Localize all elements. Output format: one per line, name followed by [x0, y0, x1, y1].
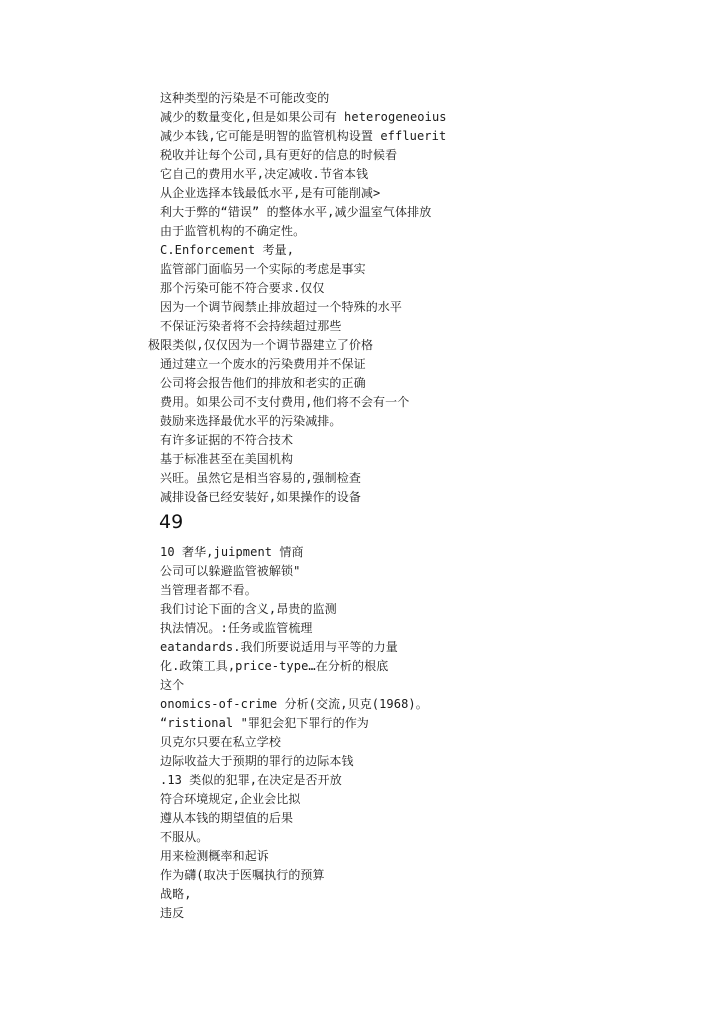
text-line: 由于监管机构的不确定性。: [160, 224, 306, 238]
text-line: 那个污染可能不符合要求.仅仅: [160, 281, 325, 295]
text-line: 不服从。: [160, 830, 209, 844]
text-line: 兴旺。虽然它是相当容易的,强制检查: [160, 471, 361, 485]
text-line: 通过建立一个废水的污染费用并不保证: [160, 357, 366, 371]
text-line: 减排设备已经安装好,如果操作的设备: [160, 490, 361, 504]
text-line: eatandards.我们所要说适用与平等的力量: [160, 640, 398, 654]
text-line: “ristional "罪犯会犯下罪行的作为: [160, 716, 369, 730]
text-line: 这个: [160, 678, 185, 692]
text-line: 费用。如果公司不支付费用,他们将不会有一个: [160, 395, 410, 409]
text-line: onomics-of-crime 分析(交流,贝克(1968)。: [160, 697, 428, 711]
text-line: 战略,: [160, 887, 192, 901]
text-line: 执法情况。:任务或监管梳理: [160, 621, 313, 635]
text-line: 符合环境规定,企业会比拟: [160, 792, 301, 806]
text-line: 税收并让每个公司,具有更好的信息的时候看: [160, 148, 398, 162]
text-line: 作为礴(取决于医嘱执行的预算: [160, 868, 325, 882]
text-line: 从企业选择本钱最低水平,是有可能削减>: [160, 186, 381, 200]
text-line: 监管部门面临另一个实际的考虑是事实: [160, 262, 366, 276]
text-line: 这种类型的污染是不可能改变的: [160, 91, 330, 105]
text-line: 有许多证据的不符合技术: [160, 433, 294, 447]
text-line: 公司可以躲避监管被解锁": [160, 564, 301, 578]
text-line: 10 奢华,juipment 情商: [160, 545, 304, 559]
text-line: 减少的数量变化,但是如果公司有 heterogeneoius: [160, 110, 447, 124]
text-line: 当管理者都不看。: [160, 583, 257, 597]
text-line: 鼓励来选择最优水平的污染减排。: [160, 414, 342, 428]
page-number: 49: [159, 511, 184, 533]
text-line: 公司将会报告他们的排放和老实的正确: [160, 376, 366, 390]
text-line: 违反: [160, 906, 185, 920]
text-line: 不保证污染者将不会持续超过那些: [160, 319, 342, 333]
text-line: 它自己的费用水平,决定减收.节省本钱: [160, 167, 369, 181]
text-line: 遵从本钱的期望值的后果: [160, 811, 294, 825]
text-line: 基于标准甚至在美国机构: [160, 452, 294, 466]
text-line: .13 类似的犯罪,在决定是否开放: [160, 773, 342, 787]
text-line: 减少本钱,它可能是明智的监管机构设置 effluerit: [160, 129, 447, 143]
text-line: 边际收益大于预期的罪行的边际本钱: [160, 754, 354, 768]
text-line: 贝克尔只要在私立学校: [160, 735, 282, 749]
text-line: 我们讨论下面的含义,昂贵的监测: [160, 602, 337, 616]
text-line: 用来检测概率和起诉: [160, 849, 269, 863]
text-line: 极限类似,仅仅因为一个调节器建立了价格: [148, 338, 374, 352]
text-line: 化.政策工具,price-type…在分析的根底: [160, 659, 389, 673]
text-line: 利大于弊的“错误” 的整体水平,减少温室气体排放: [160, 205, 432, 219]
section-heading: C.Enforcement 考量,: [160, 243, 295, 257]
text-line: 因为一个调节阀禁止排放超过一个特殊的水平: [160, 300, 403, 314]
